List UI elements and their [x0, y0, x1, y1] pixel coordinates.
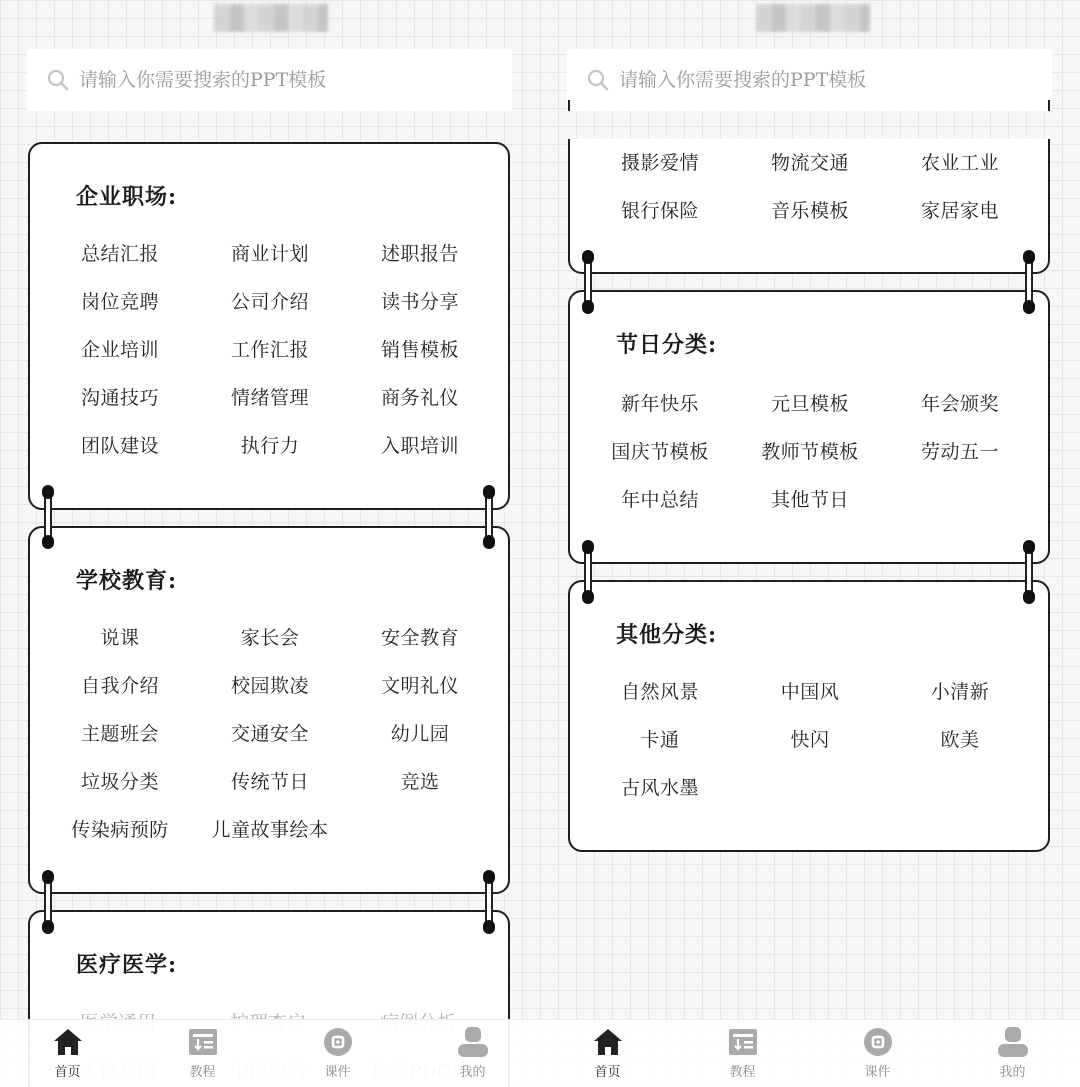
tag-item[interactable]: 年中总结	[620, 489, 699, 511]
tag-item[interactable]: 总结汇报	[80, 243, 159, 265]
tag-item[interactable]: 劳动五一	[920, 441, 999, 463]
tag-item[interactable]: 情绪管理	[230, 387, 309, 409]
profile-icon	[996, 1025, 1030, 1059]
tag-item[interactable]: 音乐模板	[770, 200, 849, 222]
tag-item[interactable]: 文明礼仪	[380, 675, 459, 697]
tag-grid	[585, 389, 1035, 515]
tag-item[interactable]: 欧美	[940, 729, 980, 751]
tab-profile[interactable]	[945, 1020, 1080, 1087]
profile-icon	[456, 1025, 490, 1059]
tag-grid	[45, 239, 495, 461]
tab-home[interactable]	[540, 1020, 675, 1087]
tutorial-icon	[726, 1025, 760, 1059]
search-icon	[587, 69, 609, 91]
tag-item[interactable]: 物流交通	[770, 152, 849, 174]
tag-item[interactable]: 农业工业	[920, 152, 999, 174]
category-card-enterprise	[28, 142, 510, 510]
tag-item[interactable]: 述职报告	[380, 243, 459, 265]
card-title: 医疗医学:	[76, 952, 178, 978]
bottom-tab-bar	[0, 1019, 540, 1087]
tag-item[interactable]: 儿童故事绘本	[211, 819, 329, 841]
binder-ring	[582, 250, 594, 314]
tag-item[interactable]: 摄影爱情	[620, 152, 699, 174]
tag-item[interactable]: 年会颁奖	[920, 393, 999, 415]
tag-item[interactable]: 主题班会	[80, 723, 159, 745]
tag-item[interactable]: 安全教育	[380, 627, 459, 649]
card-title: 节日分类:	[616, 332, 718, 358]
home-icon	[591, 1025, 625, 1059]
binder-ring	[483, 870, 495, 934]
tag-item[interactable]: 竞选	[400, 771, 440, 793]
tag-item[interactable]: 新年快乐	[620, 393, 699, 415]
tag-item[interactable]: 团队建设	[80, 435, 159, 457]
blurred-app-title	[756, 4, 870, 32]
binder-ring	[1023, 540, 1035, 604]
tab-label: 课件	[864, 1065, 891, 1080]
tag-item[interactable]: 元旦模板	[770, 393, 849, 415]
tag-item[interactable]: 企业培训	[80, 339, 159, 361]
tag-item[interactable]: 家居家电	[920, 200, 999, 222]
tag-item[interactable]: 垃圾分类	[80, 771, 159, 793]
tag-item[interactable]: 自然风景	[620, 681, 699, 703]
tab-tutorial[interactable]	[135, 1020, 270, 1087]
tag-item[interactable]: 传统节日	[230, 771, 309, 793]
tab-label: 我的	[999, 1065, 1026, 1080]
binder-ring	[483, 485, 495, 549]
tab-home[interactable]	[0, 1020, 135, 1087]
tag-item[interactable]: 沟通技巧	[80, 387, 159, 409]
search-icon	[47, 69, 69, 91]
tag-item[interactable]: 传染病预防	[71, 819, 169, 841]
tutorial-icon	[186, 1025, 220, 1059]
tag-grid	[585, 148, 1035, 226]
tag-item[interactable]: 说课	[100, 627, 140, 649]
tag-item[interactable]: 家长会	[240, 627, 300, 649]
tab-label: 首页	[54, 1065, 81, 1080]
tag-item[interactable]: 快闪	[790, 729, 830, 751]
binder-ring	[1023, 250, 1035, 314]
tag-item[interactable]: 中国风	[780, 681, 840, 703]
tag-item[interactable]: 教师节模板	[761, 441, 859, 463]
tab-label: 教程	[189, 1065, 216, 1080]
tag-grid	[45, 623, 495, 845]
binder-ring	[582, 540, 594, 604]
tag-item[interactable]: 工作汇报	[230, 339, 309, 361]
category-card-holiday	[568, 290, 1050, 564]
tag-item[interactable]: 幼儿园	[390, 723, 450, 745]
tag-item[interactable]: 岗位竞聘	[80, 291, 159, 313]
tag-grid	[585, 677, 1035, 803]
tab-label: 首页	[594, 1065, 621, 1080]
search-input[interactable]	[619, 69, 1019, 91]
tag-item[interactable]: 销售模板	[380, 339, 459, 361]
tag-item[interactable]: 自我介绍	[80, 675, 159, 697]
tag-item[interactable]: 读书分享	[380, 291, 459, 313]
tab-label: 教程	[729, 1065, 756, 1080]
search-bar[interactable]	[27, 49, 512, 111]
binder-ring	[42, 485, 54, 549]
courseware-icon	[861, 1025, 895, 1059]
tab-label: 课件	[324, 1065, 351, 1080]
bottom-tab-bar	[540, 1019, 1080, 1087]
home-icon	[51, 1025, 85, 1059]
tag-item[interactable]: 国庆节模板	[611, 441, 709, 463]
card-title: 学校教育:	[76, 568, 178, 594]
binder-ring	[42, 870, 54, 934]
tag-item[interactable]: 商业计划	[230, 243, 309, 265]
tag-item[interactable]: 银行保险	[620, 200, 699, 222]
tag-item[interactable]: 小清新	[930, 681, 990, 703]
tag-item[interactable]: 卡通	[640, 729, 680, 751]
courseware-icon	[321, 1025, 355, 1059]
tag-item[interactable]: 公司介绍	[230, 291, 309, 313]
card-title: 企业职场:	[76, 184, 178, 210]
tag-item[interactable]: 执行力	[240, 435, 300, 457]
card-title: 其他分类:	[616, 622, 718, 648]
right-screen	[540, 0, 1080, 1087]
tag-item[interactable]: 交通安全	[230, 723, 309, 745]
tab-courseware[interactable]	[810, 1020, 945, 1087]
blurred-app-title	[214, 4, 328, 32]
tag-item[interactable]: 古风水墨	[620, 777, 699, 799]
category-card-school	[28, 526, 510, 894]
tab-courseware[interactable]	[270, 1020, 405, 1087]
tag-item[interactable]: 校园欺凌	[230, 675, 309, 697]
tag-item[interactable]: 其他节日	[770, 489, 849, 511]
tag-item[interactable]: 入职培训	[380, 435, 459, 457]
tag-item[interactable]: 商务礼仪	[380, 387, 459, 409]
category-card-other	[568, 580, 1050, 852]
tab-profile[interactable]	[405, 1020, 540, 1087]
tab-label: 我的	[459, 1065, 486, 1080]
tab-tutorial[interactable]	[675, 1020, 810, 1087]
search-input[interactable]	[79, 69, 479, 91]
